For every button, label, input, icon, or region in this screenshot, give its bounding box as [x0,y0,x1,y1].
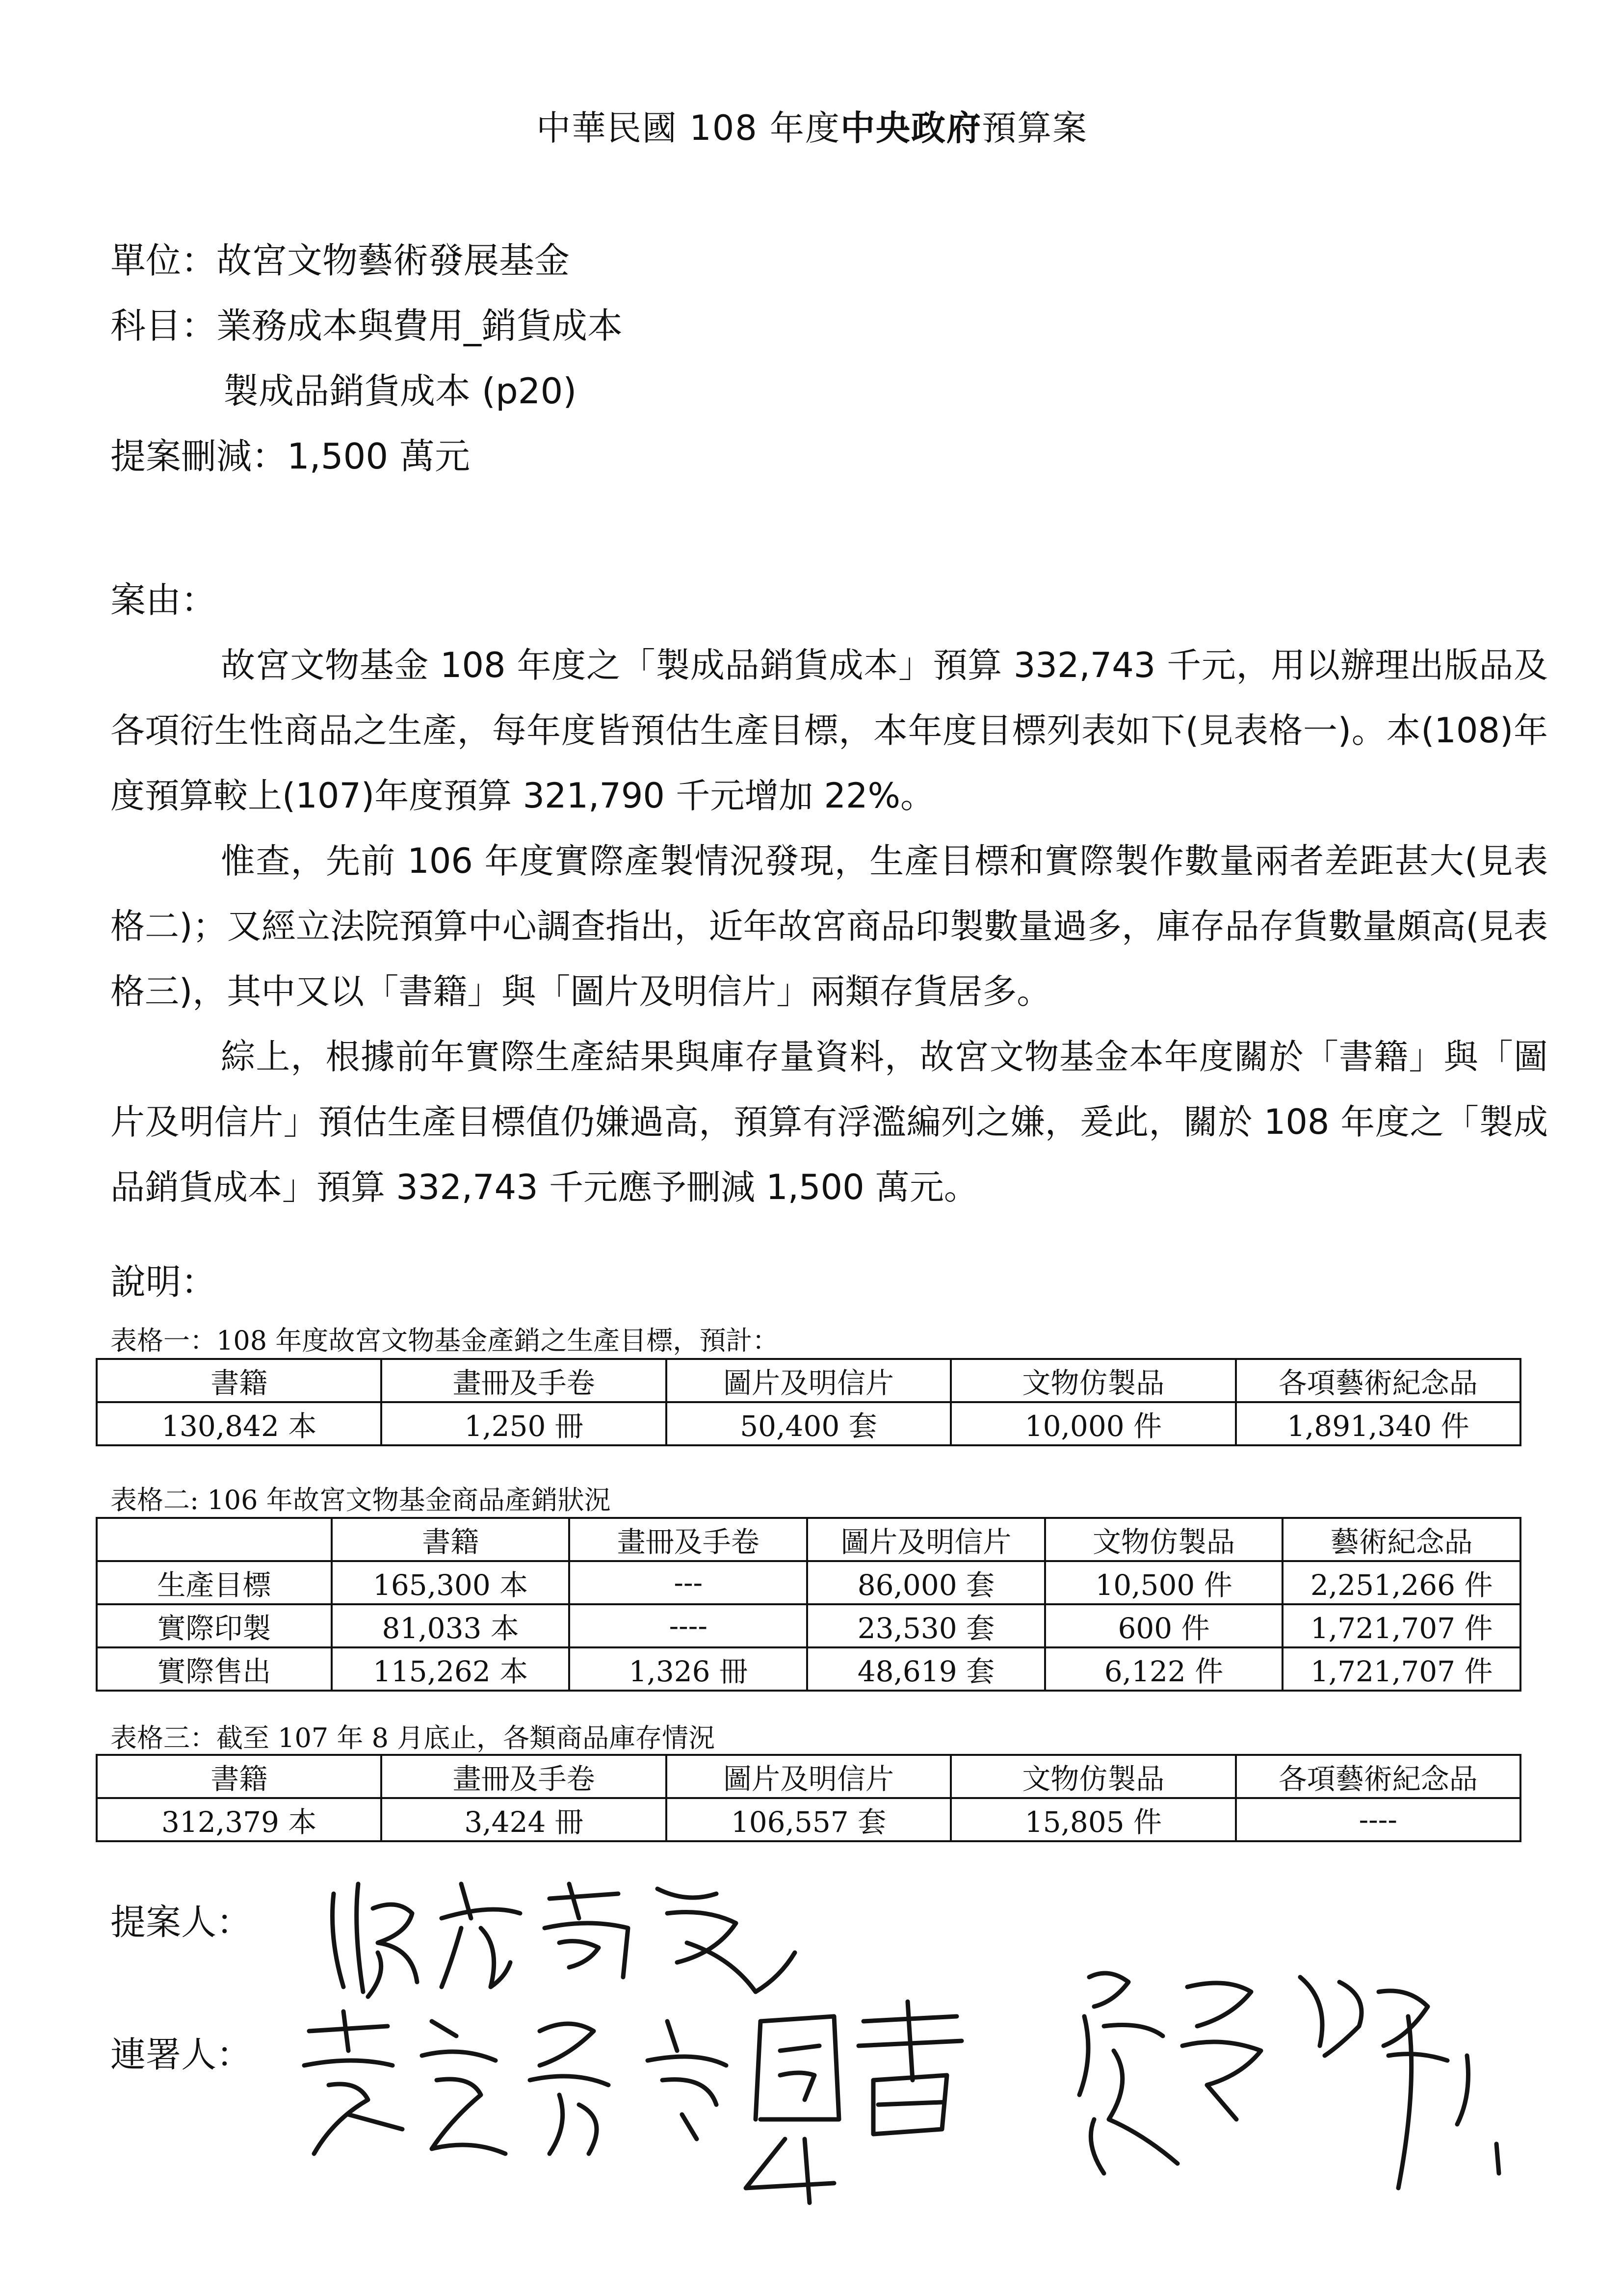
table3-header-cell: 書籍 [97,1755,381,1798]
cosigner-label: 連署人： [110,2034,252,2075]
reason-body [110,633,1548,1220]
table2-cell: 10,500 件 [1045,1561,1283,1604]
reason-paragraph-2: 惟查，先前 106 年度實際產製情況發現，生產目標和實際製作數量兩者差距甚大(見表格二)；又經立法院預算中心調查指出，近年故宮商品印製數量過多，庫存品存貨數量頗高(見表格三)，其中又以「書籍」與「圖片及明信片」兩類存貨居多。 [110,841,1548,1012]
cosigner-signature-1 [275,1992,971,2203]
table2-cell: 2,251,266 件 [1283,1561,1520,1604]
table1-caption: 表格一：108 年度故宮文物基金產銷之生產目標，預計： [110,1325,779,1356]
table2-row [97,1561,1520,1604]
table2-header-cell: 圖片及明信片 [807,1518,1045,1561]
table3-header-cell: 各項藝術紀念品 [1236,1755,1520,1798]
table2-cell: ---- [569,1604,807,1647]
table1-header-cell: 文物仿製品 [951,1359,1235,1402]
table3-header-cell: 文物仿製品 [951,1755,1235,1798]
table2-row-label: 實際售出 [97,1647,332,1691]
table2-row-label: 生產目標 [97,1561,332,1604]
proposer-label: 提案人： [110,1902,252,1943]
table2-cell: 600 件 [1045,1604,1283,1647]
table3-cell: ---- [1236,1798,1520,1841]
reason-label: 案由： [110,579,217,621]
table1 [96,1358,1521,1446]
table2-caption: 表格二: 106 年故宮文物基金商品產銷狀況 [110,1485,611,1515]
table2-cell: 48,619 套 [807,1647,1045,1691]
table1-row [97,1402,1520,1445]
table2-row [97,1604,1520,1647]
table1-cell: 130,842 本 [97,1402,381,1445]
table2-cell: 23,530 套 [807,1604,1045,1647]
table3-cell: 15,805 件 [951,1798,1235,1841]
table2-cell: 1,326 冊 [569,1647,807,1691]
table2 [96,1517,1521,1692]
title-post: 預算案 [982,108,1088,148]
reason-paragraph-3: 綜上，根據前年實際生產結果與庫存量資料，故宮文物基金本年度關於「書籍」與「圖片及明信片」預估生產目標值仍嫌過高，預算有浮濫編列之嫌，爰此，關於 108 年度之「製成品銷貨成本」預算 332,743 千元應予刪減 1,500 萬元。 [110,1037,1548,1207]
table1-header-cell: 圖片及明信片 [666,1359,951,1402]
subject-line: 科目：業務成本與費用_銷貨成本 [110,305,623,346]
cosigner-signature-2 [1065,1957,1506,2203]
table3-cell: 106,557 套 [666,1798,951,1841]
table3-caption: 表格三：截至 107 年 8 月底止，各類商品庫存情況 [110,1722,715,1753]
table2-row [97,1647,1520,1691]
subject-sub-line: 製成品銷貨成本 (p20) [223,370,577,412]
table2-header-cell: 書籍 [332,1518,570,1561]
table2-row-label: 實際印製 [97,1604,332,1647]
table3-cell: 3,424 冊 [381,1798,666,1841]
table2-cell: 6,122 件 [1045,1647,1283,1691]
table1-cell: 1,250 冊 [381,1402,666,1445]
table3-row [97,1798,1520,1841]
explanation-label: 說明： [110,1261,217,1303]
table2-cell: 115,262 本 [332,1647,570,1691]
reduction-line: 提案刪減：1,500 萬元 [110,436,471,477]
table2-cell: 165,300 本 [332,1561,570,1604]
table2-header-cell: 文物仿製品 [1045,1518,1283,1561]
table1-header-cell: 各項藝術紀念品 [1236,1359,1520,1402]
table2-cell: --- [569,1561,807,1604]
table3-header-row [97,1755,1520,1798]
table3 [96,1754,1521,1842]
table2-cell: 1,721,707 件 [1283,1647,1520,1691]
table1-header-row [97,1359,1520,1402]
table2-cell: 86,000 套 [807,1561,1045,1604]
table2-header-row [97,1518,1520,1561]
table1-cell: 50,400 套 [666,1402,951,1445]
table3-header-cell: 圖片及明信片 [666,1755,951,1798]
table1-cell: 1,891,340 件 [1236,1402,1520,1445]
table2-cell: 1,721,707 件 [1283,1604,1520,1647]
page-title [0,101,1624,150]
table2-header-cell: 藝術紀念品 [1283,1518,1520,1561]
proposer-signature [314,1864,844,2011]
table2-cell: 81,033 本 [332,1604,570,1647]
table1-cell: 10,000 件 [951,1402,1235,1445]
table2-header-cell: 畫冊及手卷 [569,1518,807,1561]
title-pre: 中華民國 108 年度 [536,108,841,148]
table1-header-cell: 畫冊及手卷 [381,1359,666,1402]
reason-paragraph-1: 故宮文物基金 108 年度之「製成品銷貨成本」預算 332,743 千元，用以辦理出版品及各項衍生性商品之生產，每年度皆預估生產目標，本年度目標列表如下(見表格一)。本(108)年度預算較上(107)年度預算 321,790 千元增加 22%。 [110,645,1548,816]
unit-line: 單位：故宮文物藝術發展基金 [110,240,570,281]
title-bold: 中央政府 [840,108,982,148]
table3-header-cell: 畫冊及手卷 [381,1755,666,1798]
table2-header-cell [97,1518,332,1561]
table3-cell: 312,379 本 [97,1798,381,1841]
table1-header-cell: 書籍 [97,1359,381,1402]
